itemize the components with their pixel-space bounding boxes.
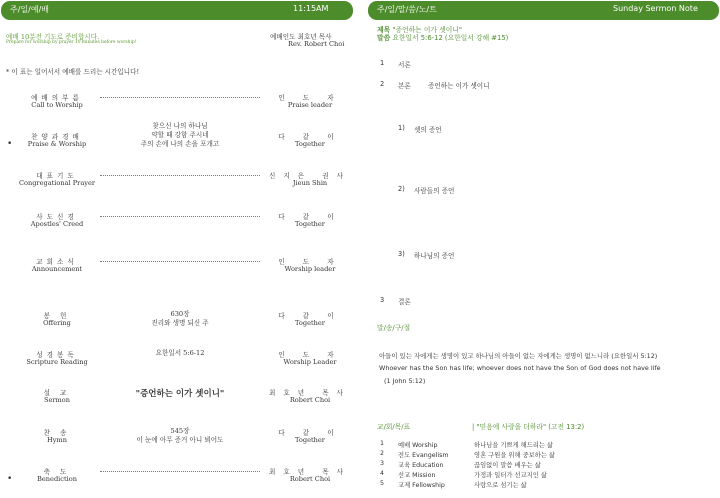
order-item-korean: 사도신경 [36, 213, 78, 221]
order-item-detail: "증언하는 이가 셋이니" [135, 389, 225, 399]
order-item-english: Benediction [37, 475, 77, 483]
order-item-korean: 축 도 [43, 468, 71, 476]
goal-name: 교제 Fellowship [398, 482, 445, 489]
order-item-leader-english: Together [295, 220, 325, 228]
sermon-text-label: 말씀 [377, 34, 391, 42]
goal-name: 교육 Education [398, 462, 444, 469]
goal-num: 3 [380, 460, 385, 467]
order-item-english: Congregational Prayer [18, 179, 96, 187]
outline-extra: 증언하는 이가 셋이니 [428, 82, 490, 90]
order-item-detail: 630장 [170, 310, 190, 318]
goal-name: 예배 Worship [398, 442, 438, 449]
order-item-korean: 예배의부름 [31, 94, 83, 102]
goal-name: 선교 Mission [398, 472, 436, 479]
sermon-text-row [377, 32, 508, 42]
outline-num: 1 [380, 59, 385, 67]
outline-text: 서론 [398, 61, 411, 69]
outline-sub-text: 하나님의 증언 [414, 252, 455, 260]
order-item-leader-korean: 인 도 자 [278, 94, 342, 102]
order-item-leader-english: Together [295, 319, 325, 327]
dotted-leader [100, 97, 260, 98]
outline-sub-num: 3) [398, 250, 405, 258]
dotted-leader [100, 261, 260, 262]
order-item-leader-korean: 신지은 권사 [269, 172, 351, 180]
outline-text: 결론 [398, 298, 411, 306]
outline-text: 본론 [398, 82, 411, 90]
order-item-leader-korean: 최호년 목사 [269, 468, 351, 476]
order-item-korean: 성경봉독 [36, 351, 78, 359]
order-item-english: Sermon [43, 396, 71, 404]
standing-note: * 이 표는 일어서서 예배를 드리는 시간입니다! [6, 68, 140, 76]
dotted-leader [100, 471, 260, 472]
left-header-bar [1, 1, 353, 20]
outline-num: 3 [380, 296, 385, 304]
outline-sub-text: 셋의 증언 [414, 126, 442, 134]
order-item-leader-korean: 인 도 자 [278, 351, 342, 359]
order-item-leader-korean: 다 같 이 [278, 133, 342, 141]
sermon-title: "증언하는 이가 셋이니" [392, 26, 462, 34]
standing-bullet: • [7, 474, 13, 484]
order-item-leader-english: Together [295, 436, 325, 444]
order-item-leader-korean: 다 같 이 [278, 312, 342, 320]
leader-title: 예배인도 최호년 목사 [270, 33, 332, 41]
order-item-leader-english: Worship Leader [283, 358, 337, 366]
order-item-leader-english: Together [295, 140, 325, 148]
sermon-title-label: 제목 [377, 26, 391, 34]
dotted-leader [100, 175, 260, 176]
goal-description: 사랑으로 섬기는 삶 [474, 482, 527, 489]
left-header-title: 주/일/예/배 [10, 5, 49, 14]
goal-num: 5 [380, 480, 385, 487]
order-item-korean: 대표기도 [36, 172, 78, 180]
order-item-leader-korean: 인 도 자 [278, 258, 342, 266]
prep-title: 예배 10분전 기도로 준비합시다. [6, 33, 100, 41]
goal-num: 4 [380, 470, 385, 477]
order-item-leader-english: Jieun Shin [292, 179, 328, 187]
mission-quote: | "믿음에 사랑을 더하라" (고전 13:2) [472, 423, 585, 431]
outline-sub-text: 사람들의 증언 [414, 187, 455, 195]
order-item-korean: 교회소식 [36, 258, 78, 266]
right-header-title: 주/일/말/씀/노/트 [377, 5, 437, 14]
order-item-english: Hymn [47, 436, 67, 444]
goal-description: 하나님을 기쁘게 해드리는 삶 [474, 442, 553, 449]
order-item-detail: 요한일서 5:6-12 [155, 349, 205, 357]
verse-header: 말/송/구/절 [377, 324, 411, 332]
order-item-english: Offering [43, 319, 71, 327]
order-item-detail: 찾으신 나의 하나님 [152, 122, 208, 130]
sermon-text: 요한일서 5:6-12 (요한일서 강해 #15) [392, 34, 509, 42]
order-item-korean: 찬 송 [43, 429, 71, 437]
verse-reference: (1 John 5:12) [384, 377, 426, 385]
prep-subtitle: Prepare for worship by prayer 10 minutes before worship! [6, 40, 137, 45]
order-item-english: Praise & Worship [27, 140, 87, 148]
order-item-detail: 주의 손에 나의 손을 포개고 [140, 140, 220, 148]
goal-description: 끊임없이 말씀 배우는 삶 [474, 462, 541, 469]
order-item-leader-english: Robert Choi [289, 396, 331, 404]
order-item-detail: 약할 때 강함 주시네 [151, 131, 209, 139]
order-item-leader-korean: 다 같 이 [278, 213, 342, 221]
outline-num: 2 [380, 80, 385, 88]
order-item-korean: 봉 헌 [43, 312, 71, 320]
order-item-korean: 찬양과경배 [31, 133, 83, 141]
order-item-detail: 진리와 생명 되신 주 [151, 319, 209, 327]
order-item-korean: 설 교 [43, 389, 71, 397]
order-item-leader-english: Robert Choi [289, 475, 331, 483]
order-item-english: Call to Worship [31, 101, 83, 109]
verse-english: Whoever has the Son has life; whoever does not have the Son of God does not have life [379, 364, 661, 372]
right-header-bar [368, 1, 719, 20]
goal-description: 가정과 일터가 선교지인 삶 [474, 472, 547, 479]
goal-num: 2 [380, 450, 385, 457]
order-item-english: Scripture Reading [26, 358, 88, 366]
outline-sub-num: 1) [398, 124, 405, 132]
goal-num: 1 [380, 440, 385, 447]
order-item-english: Apostles' Creed [30, 220, 84, 228]
right-header-subtitle: Sunday Sermon Note [613, 4, 698, 13]
service-time: 11:15AM [293, 4, 329, 13]
outline-sub-num: 2) [398, 185, 405, 193]
leader-subtitle: Rev. Robert Choi [288, 40, 345, 48]
order-item-leader-english: Worship leader [284, 265, 336, 273]
order-item-leader-english: Praise leader [287, 101, 333, 109]
goal-description: 영혼 구원을 위해 중보하는 삶 [474, 452, 555, 459]
mission-header: 교/회/목/표 [377, 423, 411, 431]
order-item-leader-korean: 다 같 이 [278, 429, 342, 437]
order-item-leader-korean: 최호년 목사 [269, 389, 351, 397]
order-item-english: Announcement [31, 265, 83, 273]
order-item-detail: 545장 [170, 427, 190, 435]
verse-korean: 아들이 있는 자에게는 생명이 있고 하나님의 아들이 없는 자에게는 생명이 없느니라 (요한일서 5:12) [379, 352, 658, 360]
dotted-leader [100, 216, 260, 217]
goal-name: 전도 Evangelism [398, 452, 449, 459]
order-item-detail: 이 눈에 아무 증거 아니 뵈어도 [136, 436, 224, 444]
standing-bullet: • [7, 139, 13, 149]
